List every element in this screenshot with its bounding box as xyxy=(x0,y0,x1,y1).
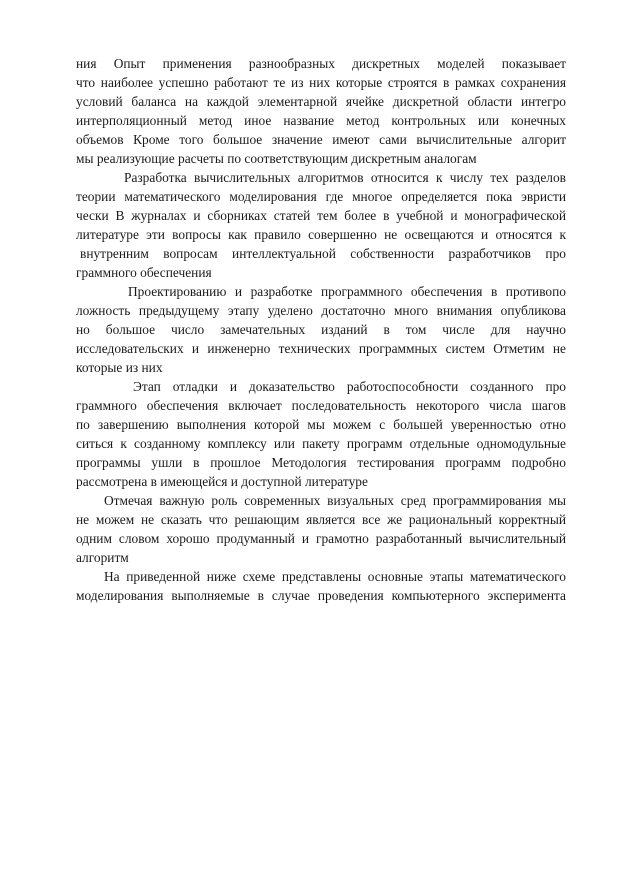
text-line: граммного обеспечения xyxy=(76,265,212,280)
text-line: программы ушли в прошлое Методология тестирования программ подробно xyxy=(76,455,566,470)
text-line: по завершению выполнения которой мы можем с большей уверенностью отно xyxy=(76,417,566,432)
text-line: Этап отладки и доказательство работоспособности созданного про xyxy=(133,379,566,394)
text-line: исследовательских и инженерно технических программных систем Отметим не xyxy=(76,341,566,356)
text-line: ложность предыдущему этапу уделено достаточно много внимания опубликова xyxy=(76,303,566,318)
text-line: литературе эти вопросы как правило совершенно не освещаются и относятся к xyxy=(76,227,566,242)
text-line: теории математического моделирования где многое определяется пока эвристи xyxy=(76,189,566,204)
text-line: объемов Кроме того большое значение имеют сами вычислительные алгорит xyxy=(76,132,566,147)
text-line: Разработка вычислительных алгоритмов относится к числу тех разделов xyxy=(124,170,566,185)
text-line: рассмотрена в имеющейся и доступной литературе xyxy=(76,474,368,489)
text-line: внутренним вопросам интеллектуальной собственности разработчиков про xyxy=(80,246,566,261)
text-line: граммного обеспечения включает последовательность некоторого числа шагов xyxy=(76,398,566,413)
text-line: что наиболее успешно работают те из них которые строятся в рамках сохранения xyxy=(76,75,566,90)
text-line: ситься к созданному комплексу или пакету программ отдельные одномодульные xyxy=(76,436,566,451)
text-line: Проектированию и разработке программного обеспечения в противопо xyxy=(128,284,566,299)
text-line: одним словом хорошо продуманный и грамотно разработанный вычислительный xyxy=(76,531,566,546)
text-line: но большое число замечательных изданий в том числе для научно xyxy=(76,322,566,337)
text-line: которые из них xyxy=(76,360,163,375)
text-line: интерполяционный метод иное название метод контрольных или конечных xyxy=(76,113,566,128)
text-line: На приведенной ниже схеме представлены основные этапы математического xyxy=(104,569,566,584)
text-line: условий баланса на каждой элементарной ячейке дискретной области интегро xyxy=(76,94,566,109)
text-line: Отмечая важную роль современных визуальных сред программирования мы xyxy=(104,493,566,508)
text-line: чески В журналах и сборниках статей тем более в учебной и монографической xyxy=(76,208,566,223)
text-line: мы реализующие расчеты по соответствующим дискретным аналогам xyxy=(76,151,477,166)
text-line: ния Опыт применения разнообразных дискретных моделей показывает xyxy=(76,56,566,71)
text-line: алгоритм xyxy=(76,550,129,565)
text-line: не можем не сказать что решающим является все же рациональный корректный xyxy=(76,512,566,527)
text-line: моделирования выполняемые в случае проведения компьютерного эксперимента xyxy=(76,588,566,603)
